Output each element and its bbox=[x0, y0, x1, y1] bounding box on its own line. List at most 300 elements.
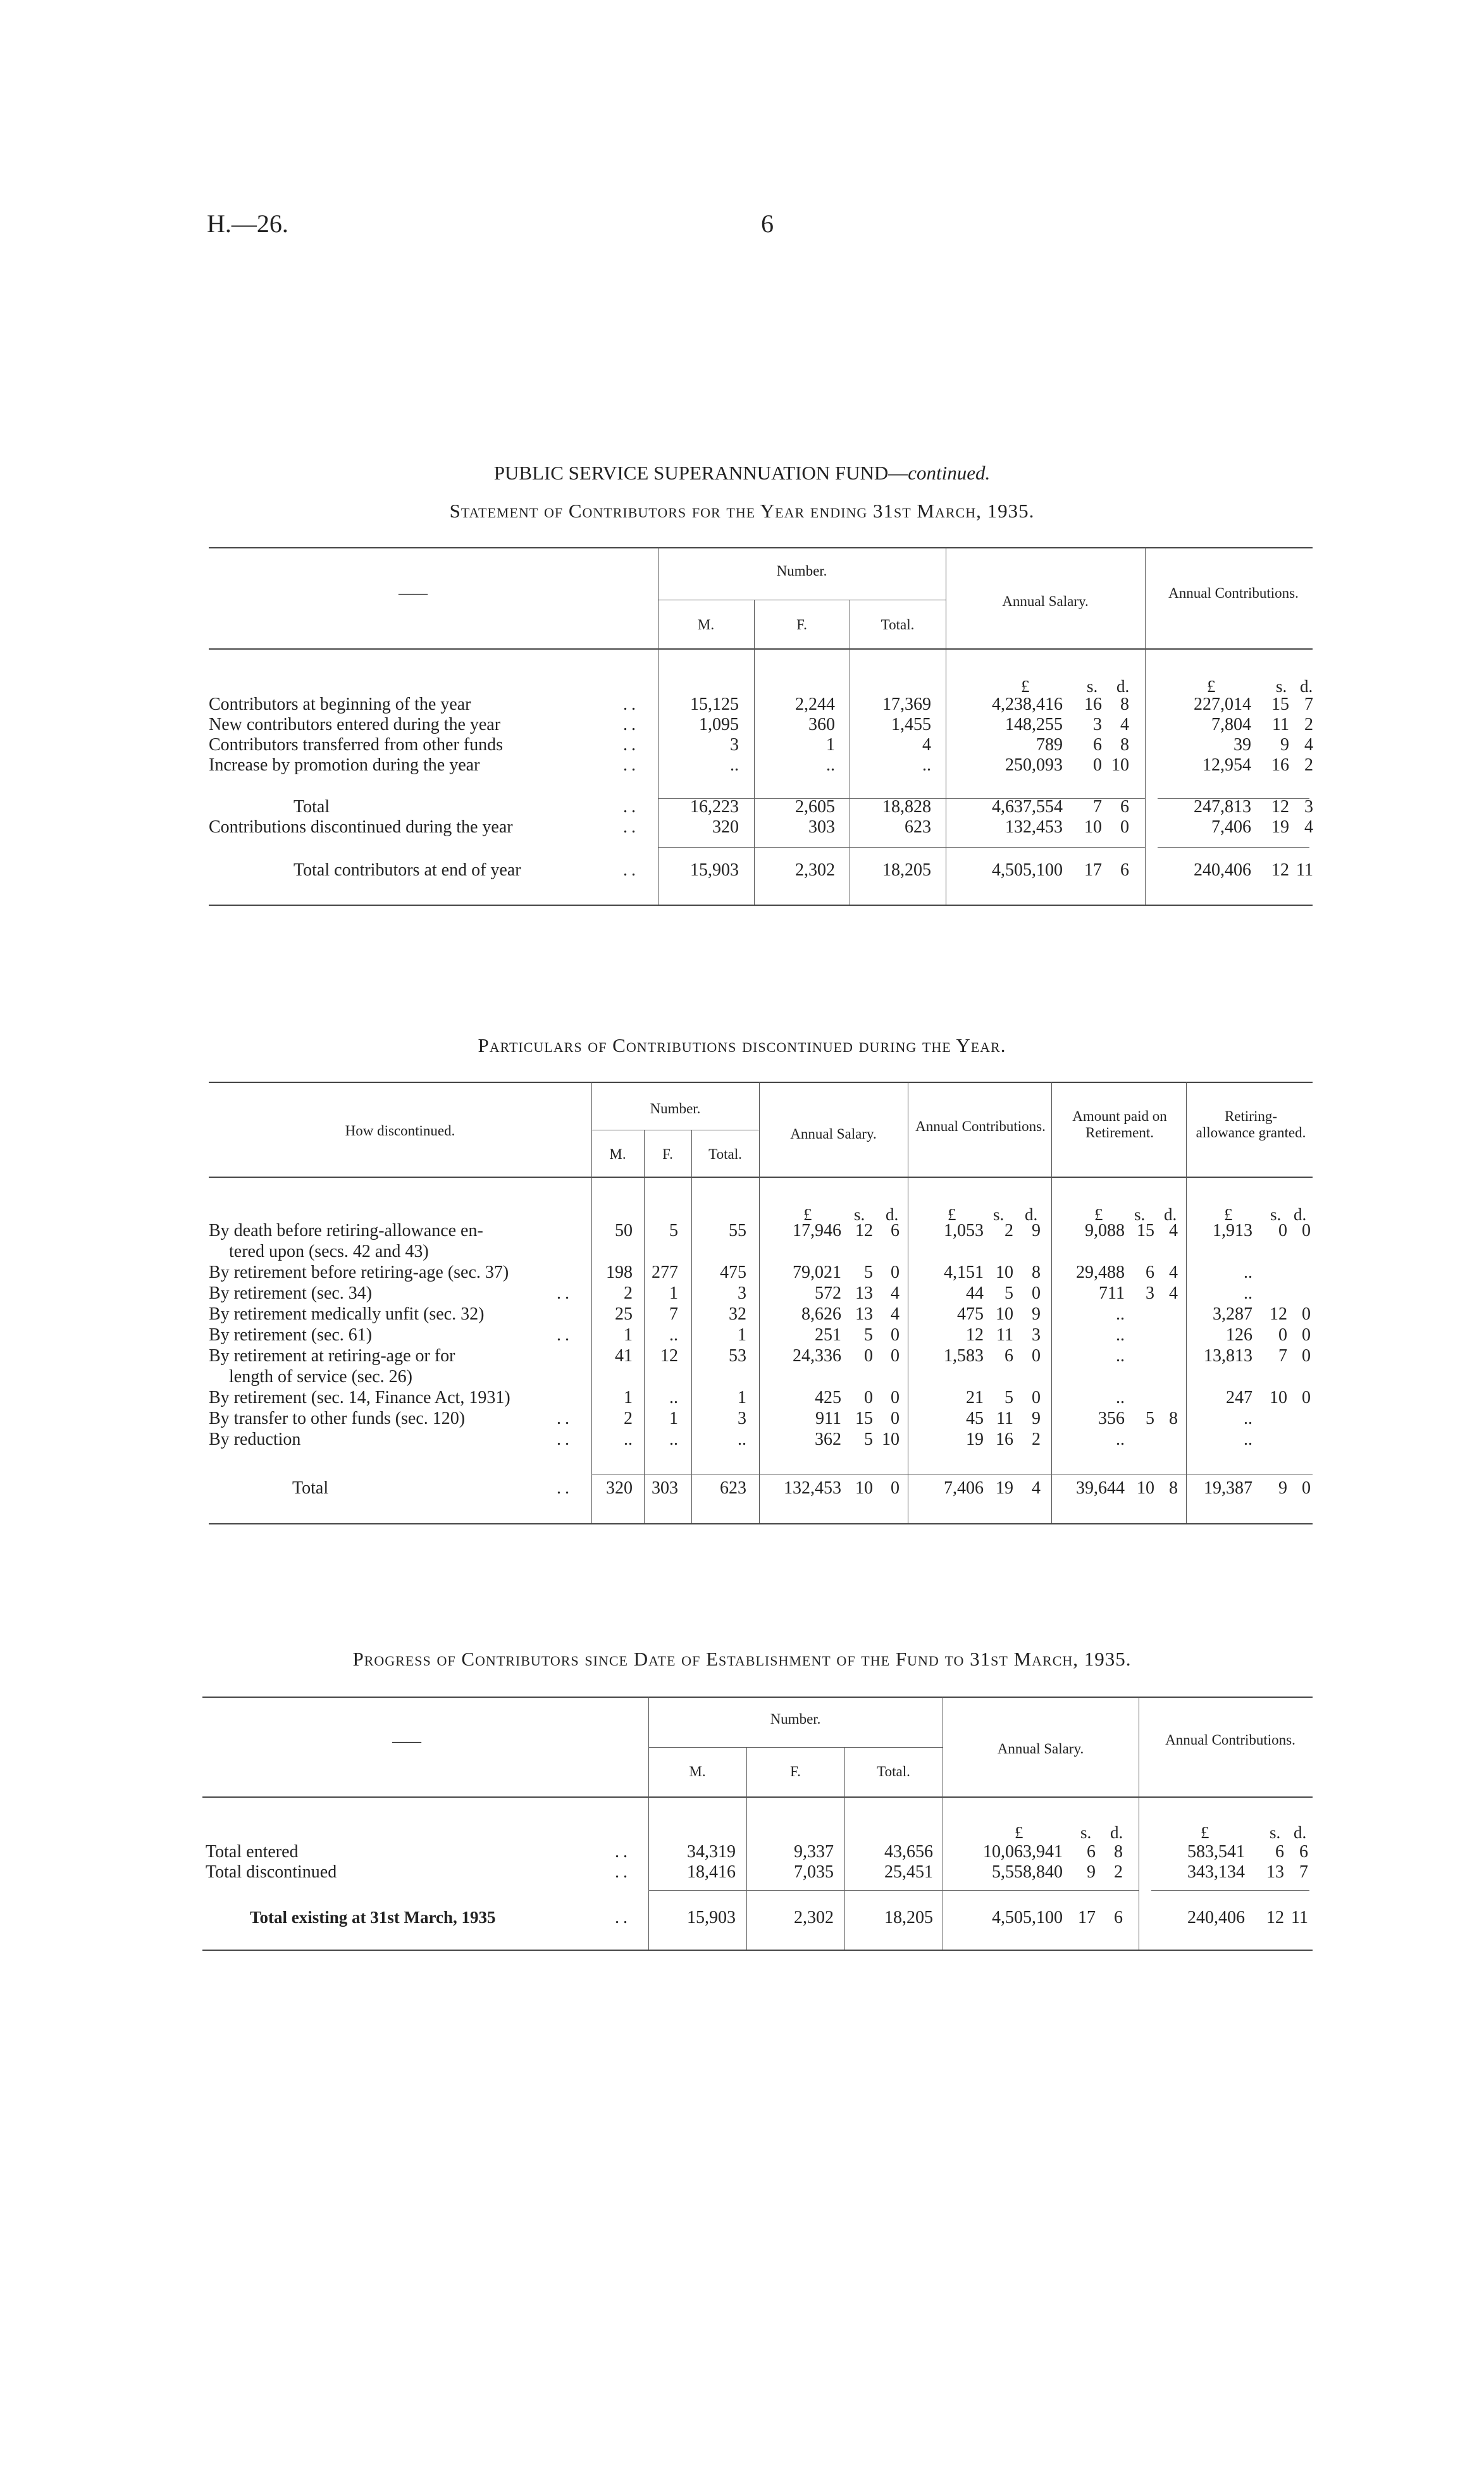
female-count: 12 bbox=[660, 1346, 678, 1366]
table2-title: Particulars of Contributions discontinued during the Year. bbox=[478, 1034, 1006, 1056]
pence-unit: d. bbox=[1294, 1823, 1307, 1842]
contrib-shillings: 9 bbox=[1280, 735, 1289, 755]
amount-pounds: 711 bbox=[1099, 1283, 1125, 1303]
salary-shillings: 16 bbox=[1084, 695, 1102, 714]
contrib-pence: 6 bbox=[1299, 1842, 1308, 1862]
total-count: 3 bbox=[738, 1283, 746, 1303]
blank-column-dash: —— bbox=[399, 585, 428, 601]
amount-pence: 4 bbox=[1169, 1263, 1178, 1282]
contrib-pence: 11 bbox=[1296, 860, 1313, 880]
male-count: 25 bbox=[615, 1304, 633, 1324]
pence-unit: d. bbox=[1164, 1205, 1177, 1224]
female-count: .. bbox=[669, 1388, 678, 1407]
salary-shillings: 0 bbox=[1093, 755, 1102, 775]
contrib-pounds: 21 bbox=[966, 1388, 984, 1407]
female-count: .. bbox=[826, 755, 835, 775]
salary-pence: 10 bbox=[1111, 755, 1129, 775]
male-count: 15,125 bbox=[690, 695, 739, 714]
salary-pounds: 4,505,100 bbox=[992, 1908, 1063, 1927]
retiring-pounds: 3,287 bbox=[1213, 1304, 1252, 1324]
retiring-shillings: 12 bbox=[1270, 1304, 1287, 1324]
salary-shillings: 7 bbox=[1093, 797, 1102, 817]
table1-title: Statement of Contributors for the Year ending 31st March, 1935. bbox=[449, 500, 1035, 522]
salary-pounds: 8,626 bbox=[801, 1304, 841, 1324]
dot-leader: .. bbox=[623, 817, 640, 837]
female-count: 303 bbox=[652, 1478, 678, 1498]
contrib-pounds: 475 bbox=[957, 1304, 984, 1324]
row-label: Total bbox=[292, 1478, 329, 1498]
pound-unit: £ bbox=[1021, 677, 1030, 696]
contrib-shillings: 10 bbox=[996, 1304, 1013, 1324]
retiring-shillings: 7 bbox=[1278, 1346, 1287, 1366]
male-count: 2 bbox=[624, 1409, 633, 1428]
contrib-shillings: 13 bbox=[1266, 1862, 1284, 1882]
total-count: 25,451 bbox=[884, 1862, 933, 1882]
amount-pounds: 9,088 bbox=[1085, 1221, 1125, 1240]
retiring-pounds: .. bbox=[1244, 1263, 1252, 1282]
salary-pence: 0 bbox=[891, 1409, 900, 1428]
salary-pence: 6 bbox=[1114, 1908, 1123, 1927]
total-count: .. bbox=[738, 1430, 746, 1449]
retiring-shillings: 9 bbox=[1278, 1478, 1287, 1498]
row-label: Contributors transferred from other funds bbox=[209, 735, 503, 755]
shilling-unit: s. bbox=[854, 1205, 865, 1224]
contrib-shillings: 19 bbox=[1271, 817, 1289, 837]
male-count: 1 bbox=[624, 1325, 633, 1345]
shilling-unit: s. bbox=[1080, 1823, 1092, 1842]
salary-shillings: 10 bbox=[855, 1478, 873, 1498]
subtotal-rule bbox=[658, 847, 1145, 848]
female-count: 7,035 bbox=[794, 1862, 834, 1882]
col-total-header: Total. bbox=[881, 617, 915, 633]
contrib-pounds: 39 bbox=[1234, 735, 1251, 755]
contrib-pounds: 4,151 bbox=[944, 1263, 984, 1282]
contrib-pounds: 227,014 bbox=[1194, 695, 1251, 714]
salary-pounds: 148,255 bbox=[1005, 715, 1063, 734]
row-label-continued: length of service (sec. 26) bbox=[229, 1367, 412, 1387]
contrib-shillings: 16 bbox=[996, 1430, 1013, 1449]
how-discontinued-header: How discontinued. bbox=[345, 1123, 455, 1139]
salary-pounds: 79,021 bbox=[793, 1263, 841, 1282]
salary-pence: 8 bbox=[1114, 1842, 1123, 1862]
col-m-header: M. bbox=[609, 1146, 626, 1162]
salary-shillings: 15 bbox=[855, 1409, 873, 1428]
salary-pence: 8 bbox=[1120, 735, 1129, 755]
row-label: Total bbox=[294, 797, 330, 817]
shilling-unit: s. bbox=[1087, 677, 1098, 696]
annual-contributions-header: Annual Contributions. bbox=[1165, 1732, 1295, 1748]
male-count: 320 bbox=[606, 1478, 633, 1498]
col-f-header: F. bbox=[790, 1764, 801, 1779]
total-count: 1 bbox=[738, 1325, 746, 1345]
contrib-shillings: 12 bbox=[1266, 1908, 1284, 1927]
row-label: By retirement at retiring-age or for bbox=[209, 1346, 455, 1366]
total-count: 53 bbox=[729, 1346, 746, 1366]
shilling-unit: s. bbox=[993, 1205, 1005, 1224]
pound-unit: £ bbox=[1015, 1823, 1023, 1842]
amount-pounds: .. bbox=[1116, 1430, 1125, 1449]
dot-leader: .. bbox=[623, 715, 640, 734]
total-count: 475 bbox=[720, 1263, 746, 1282]
male-count: 2 bbox=[624, 1283, 633, 1303]
table-rule-bottom bbox=[202, 1950, 1313, 1951]
retiring-pounds: .. bbox=[1244, 1430, 1252, 1449]
table-rule-top bbox=[209, 1082, 1313, 1083]
dot-leader: .. bbox=[557, 1283, 573, 1303]
salary-pence: 0 bbox=[891, 1346, 900, 1366]
row-label: Total contributors at end of year bbox=[294, 860, 521, 880]
shilling-unit: s. bbox=[1270, 1823, 1281, 1842]
annual-salary-header: Annual Salary. bbox=[997, 1741, 1084, 1757]
amount-pounds: 29,488 bbox=[1076, 1263, 1125, 1282]
contrib-pounds: 7,406 bbox=[1211, 817, 1251, 837]
col-m-header: M. bbox=[697, 617, 715, 633]
retiring-pence: 0 bbox=[1302, 1221, 1311, 1240]
contrib-pence: 9 bbox=[1032, 1409, 1041, 1428]
shilling-unit: s. bbox=[1134, 1205, 1146, 1224]
contrib-pence: 8 bbox=[1032, 1263, 1041, 1282]
male-count: .. bbox=[624, 1430, 633, 1449]
salary-pence: 4 bbox=[1120, 715, 1129, 734]
salary-shillings: 17 bbox=[1078, 1908, 1096, 1927]
dot-leader: .. bbox=[615, 1842, 631, 1862]
salary-pounds: 572 bbox=[815, 1283, 841, 1303]
female-count: 9,337 bbox=[794, 1842, 834, 1862]
salary-pence: 4 bbox=[891, 1304, 900, 1324]
salary-shillings: 5 bbox=[864, 1263, 873, 1282]
contrib-pence: 7 bbox=[1304, 695, 1313, 714]
female-count: 277 bbox=[652, 1263, 678, 1282]
contrib-pounds: 1,583 bbox=[944, 1346, 984, 1366]
annual-contributions-header: Annual Contributions. bbox=[1168, 585, 1299, 601]
salary-pence: 0 bbox=[891, 1388, 900, 1407]
salary-shillings: 12 bbox=[855, 1221, 873, 1240]
row-label: By retirement (sec. 14, Finance Act, 1931) bbox=[209, 1388, 510, 1407]
male-count: 320 bbox=[712, 817, 739, 837]
amount-pounds: .. bbox=[1116, 1346, 1125, 1366]
retiring-pence: 0 bbox=[1302, 1388, 1311, 1407]
salary-shillings: 13 bbox=[855, 1304, 873, 1324]
male-count: 15,903 bbox=[690, 860, 739, 880]
amount-pounds: .. bbox=[1116, 1388, 1125, 1407]
contrib-pounds: 343,134 bbox=[1187, 1862, 1245, 1882]
salary-pounds: 5,558,840 bbox=[992, 1862, 1063, 1882]
dot-leader: .. bbox=[615, 1862, 631, 1882]
document-reference: H.—26. bbox=[207, 209, 288, 238]
salary-pounds: 911 bbox=[815, 1409, 841, 1428]
contrib-pence: 0 bbox=[1032, 1346, 1041, 1366]
annual-contributions-header: Annual Contributions. bbox=[915, 1118, 1046, 1134]
fund-heading: PUBLIC SERVICE SUPERANNUATION FUND—continued. bbox=[493, 462, 991, 484]
male-count: 198 bbox=[606, 1263, 633, 1282]
contrib-pence: 2 bbox=[1032, 1430, 1041, 1449]
pence-unit: d. bbox=[886, 1205, 899, 1224]
subtotal-rule bbox=[648, 1890, 1139, 1891]
amount-paid-header: Amount paid on Retirement. bbox=[1072, 1108, 1167, 1141]
row-label: By retirement before retiring-age (sec. 37) bbox=[209, 1263, 509, 1282]
amount-shillings: 5 bbox=[1146, 1409, 1154, 1428]
contrib-pence: 2 bbox=[1304, 715, 1313, 734]
table-rule-bottom bbox=[209, 1523, 1313, 1524]
col-total-header: Total. bbox=[877, 1764, 910, 1779]
amount-pence: 8 bbox=[1169, 1478, 1178, 1498]
pence-unit: d. bbox=[1116, 677, 1130, 696]
salary-pounds: 132,453 bbox=[784, 1478, 841, 1498]
header-rule bbox=[209, 648, 1313, 650]
annual-salary-header: Annual Salary. bbox=[1002, 593, 1089, 609]
contrib-shillings: 5 bbox=[1005, 1283, 1013, 1303]
table3-title: Progress of Contributors since Date of Establishment of the Fund to 31st March, 1935. bbox=[352, 1648, 1132, 1670]
male-count: 18,416 bbox=[687, 1862, 736, 1882]
salary-pence: 6 bbox=[891, 1221, 900, 1240]
salary-pounds: 4,238,416 bbox=[992, 695, 1063, 714]
dot-leader: .. bbox=[557, 1478, 573, 1498]
retiring-pounds: 247 bbox=[1226, 1388, 1252, 1407]
contrib-shillings: 6 bbox=[1005, 1346, 1013, 1366]
salary-shillings: 17 bbox=[1084, 860, 1102, 880]
salary-pence: 10 bbox=[882, 1430, 900, 1449]
amount-pounds: 356 bbox=[1098, 1409, 1125, 1428]
female-count: 1 bbox=[826, 735, 835, 755]
salary-pounds: 251 bbox=[815, 1325, 841, 1345]
retiring-shillings: 0 bbox=[1278, 1221, 1287, 1240]
contrib-pounds: 1,053 bbox=[944, 1221, 984, 1240]
row-label: By reduction bbox=[209, 1430, 301, 1449]
contrib-shillings: 11 bbox=[996, 1325, 1013, 1345]
total-count: 3 bbox=[738, 1409, 746, 1428]
female-count: 2,302 bbox=[794, 1908, 834, 1927]
pound-unit: £ bbox=[1094, 1205, 1103, 1224]
total-count: 1,455 bbox=[891, 715, 931, 734]
female-count: 1 bbox=[669, 1283, 678, 1303]
number-subheader-rule bbox=[648, 1747, 943, 1748]
salary-pounds: 4,505,100 bbox=[992, 860, 1063, 880]
salary-shillings: 0 bbox=[864, 1346, 873, 1366]
row-label: By transfer to other funds (sec. 120) bbox=[209, 1409, 466, 1428]
salary-pence: 0 bbox=[891, 1478, 900, 1498]
dot-leader: .. bbox=[623, 695, 640, 714]
retiring-pounds: 1,913 bbox=[1213, 1221, 1252, 1240]
retiring-pounds: 19,387 bbox=[1204, 1478, 1252, 1498]
contrib-pence: 7 bbox=[1299, 1862, 1308, 1882]
shilling-unit: s. bbox=[1276, 677, 1287, 696]
contrib-shillings: 19 bbox=[996, 1478, 1013, 1498]
retiring-pence: 0 bbox=[1302, 1346, 1311, 1366]
row-label: Contributions discontinued during the year bbox=[209, 817, 513, 837]
retiring-pounds: 13,813 bbox=[1204, 1346, 1252, 1366]
total-count: 4 bbox=[922, 735, 931, 755]
total-count: 623 bbox=[720, 1478, 746, 1498]
amount-pounds: 39,644 bbox=[1076, 1478, 1125, 1498]
total-count: 55 bbox=[729, 1221, 746, 1240]
pound-unit: £ bbox=[1224, 1205, 1233, 1224]
female-count: 303 bbox=[808, 817, 835, 837]
contrib-shillings: 11 bbox=[1272, 715, 1289, 734]
retiring-pence: 0 bbox=[1302, 1325, 1311, 1345]
salary-shillings: 0 bbox=[864, 1388, 873, 1407]
dot-leader: .. bbox=[557, 1430, 573, 1449]
page-number: 6 bbox=[761, 209, 774, 238]
contrib-shillings: 12 bbox=[1271, 860, 1289, 880]
header-rule bbox=[202, 1796, 1313, 1798]
header-rule bbox=[209, 1177, 1313, 1178]
salary-shillings: 5 bbox=[864, 1430, 873, 1449]
contrib-pounds: 247,813 bbox=[1194, 797, 1251, 817]
retiring-pence: 0 bbox=[1302, 1478, 1311, 1498]
subtotal-rule bbox=[1151, 1890, 1309, 1891]
male-count: .. bbox=[730, 755, 739, 775]
contrib-shillings: 10 bbox=[996, 1263, 1013, 1282]
contrib-shillings: 15 bbox=[1271, 695, 1289, 714]
salary-pence: 2 bbox=[1114, 1862, 1123, 1882]
salary-pounds: 425 bbox=[815, 1388, 841, 1407]
salary-pence: 8 bbox=[1120, 695, 1129, 714]
contrib-pounds: 240,406 bbox=[1194, 860, 1251, 880]
number-header: Number. bbox=[770, 1711, 821, 1727]
male-count: 50 bbox=[615, 1221, 633, 1240]
amount-shillings: 6 bbox=[1146, 1263, 1154, 1282]
salary-pounds: 10,063,941 bbox=[983, 1842, 1063, 1862]
female-count: 1 bbox=[669, 1409, 678, 1428]
contrib-pounds: 19 bbox=[966, 1430, 984, 1449]
annual-salary-header: Annual Salary. bbox=[790, 1126, 877, 1142]
pound-unit: £ bbox=[803, 1205, 812, 1224]
col-f-header: F. bbox=[662, 1146, 673, 1162]
contrib-pounds: 12 bbox=[966, 1325, 984, 1345]
number-header: Number. bbox=[776, 563, 827, 579]
female-count: 360 bbox=[808, 715, 835, 734]
blank-column-dash: —— bbox=[392, 1733, 421, 1749]
male-count: 1 bbox=[624, 1388, 633, 1407]
number-header: Number. bbox=[650, 1101, 701, 1116]
col-f-header: F. bbox=[796, 617, 807, 633]
retiring-shillings: 10 bbox=[1270, 1388, 1287, 1407]
salary-pounds: 24,336 bbox=[793, 1346, 841, 1366]
contrib-shillings: 16 bbox=[1271, 755, 1289, 775]
contrib-shillings: 11 bbox=[996, 1409, 1013, 1428]
female-count: 7 bbox=[669, 1304, 678, 1324]
pence-unit: d. bbox=[1025, 1205, 1038, 1224]
dot-leader: .. bbox=[623, 797, 640, 817]
total-count: 18,828 bbox=[882, 797, 931, 817]
contrib-pence: 3 bbox=[1304, 797, 1313, 817]
table-rule-top bbox=[202, 1697, 1313, 1698]
female-count: 2,244 bbox=[795, 695, 835, 714]
salary-pence: 6 bbox=[1120, 860, 1129, 880]
pence-unit: d. bbox=[1294, 1205, 1307, 1224]
contrib-pence: 11 bbox=[1291, 1908, 1308, 1927]
contrib-shillings: 2 bbox=[1005, 1221, 1013, 1240]
female-count: 2,605 bbox=[795, 797, 835, 817]
retiring-allowance-header: Retiring-allowance granted. bbox=[1196, 1108, 1306, 1141]
contrib-pence: 4 bbox=[1304, 817, 1313, 837]
male-count: 15,903 bbox=[687, 1908, 736, 1927]
female-count: 2,302 bbox=[795, 860, 835, 880]
amount-pounds: .. bbox=[1116, 1325, 1125, 1345]
contrib-pounds: 12,954 bbox=[1203, 755, 1251, 775]
salary-pence: 0 bbox=[891, 1263, 900, 1282]
contrib-pence: 4 bbox=[1032, 1478, 1041, 1498]
amount-pence: 8 bbox=[1169, 1409, 1178, 1428]
pound-unit: £ bbox=[1201, 1823, 1209, 1842]
contrib-pence: 0 bbox=[1032, 1388, 1041, 1407]
pence-unit: d. bbox=[1300, 677, 1313, 696]
male-count: 3 bbox=[730, 735, 739, 755]
salary-pounds: 250,093 bbox=[1005, 755, 1063, 775]
salary-pence: 0 bbox=[891, 1325, 900, 1345]
row-label-continued: tered upon (secs. 42 and 43) bbox=[229, 1242, 429, 1261]
total-count: 43,656 bbox=[884, 1842, 933, 1862]
retiring-pence: 0 bbox=[1302, 1304, 1311, 1324]
pound-unit: £ bbox=[948, 1205, 956, 1224]
retiring-shillings: 0 bbox=[1278, 1325, 1287, 1345]
row-label: By retirement (sec. 34) bbox=[209, 1283, 373, 1303]
contrib-shillings: 6 bbox=[1275, 1842, 1284, 1862]
total-count: 18,205 bbox=[884, 1908, 933, 1927]
dot-leader: .. bbox=[623, 755, 640, 775]
contrib-pence: 3 bbox=[1032, 1325, 1041, 1345]
retiring-pounds: .. bbox=[1244, 1409, 1252, 1428]
contrib-pounds: 7,406 bbox=[944, 1478, 984, 1498]
salary-shillings: 13 bbox=[855, 1283, 873, 1303]
retiring-pounds: .. bbox=[1244, 1283, 1252, 1303]
salary-pence: 6 bbox=[1120, 797, 1129, 817]
contrib-pounds: 240,406 bbox=[1187, 1908, 1245, 1927]
retiring-pounds: 126 bbox=[1226, 1325, 1252, 1345]
dot-leader: .. bbox=[557, 1325, 573, 1345]
amount-pence: 4 bbox=[1169, 1283, 1178, 1303]
male-count: 34,319 bbox=[687, 1842, 736, 1862]
row-label: Total entered bbox=[206, 1842, 299, 1862]
salary-pounds: 17,946 bbox=[793, 1221, 841, 1240]
male-count: 41 bbox=[615, 1346, 633, 1366]
female-count: .. bbox=[669, 1325, 678, 1345]
contrib-shillings: 5 bbox=[1005, 1388, 1013, 1407]
row-label: Total discontinued bbox=[206, 1862, 337, 1882]
row-label: Increase by promotion during the year bbox=[209, 755, 480, 775]
salary-shillings: 9 bbox=[1087, 1862, 1096, 1882]
salary-pounds: 132,453 bbox=[1005, 817, 1063, 837]
col-m-header: M. bbox=[689, 1764, 706, 1779]
salary-pence: 4 bbox=[891, 1283, 900, 1303]
amount-pounds: .. bbox=[1116, 1304, 1125, 1324]
dot-leader: .. bbox=[615, 1908, 631, 1927]
col-total-header: Total. bbox=[708, 1146, 742, 1162]
contrib-shillings: 12 bbox=[1271, 797, 1289, 817]
salary-pounds: 4,637,554 bbox=[992, 797, 1063, 817]
pound-unit: £ bbox=[1207, 677, 1216, 696]
table-rule-top bbox=[209, 547, 1313, 548]
contrib-pounds: 45 bbox=[966, 1409, 984, 1428]
row-label: Contributors at beginning of the year bbox=[209, 695, 471, 714]
salary-shillings: 6 bbox=[1087, 1842, 1096, 1862]
table-rule-bottom bbox=[209, 905, 1313, 906]
contrib-pence: 2 bbox=[1304, 755, 1313, 775]
row-label: By retirement medically unfit (sec. 32) bbox=[209, 1304, 485, 1324]
total-count: .. bbox=[922, 755, 931, 775]
female-count: 5 bbox=[669, 1221, 678, 1240]
dot-leader: .. bbox=[557, 1409, 573, 1428]
female-count: .. bbox=[669, 1430, 678, 1449]
contrib-pence: 9 bbox=[1032, 1304, 1041, 1324]
salary-shillings: 10 bbox=[1084, 817, 1102, 837]
total-count: 623 bbox=[905, 817, 931, 837]
contrib-pence: 9 bbox=[1032, 1221, 1041, 1240]
amount-shillings: 15 bbox=[1137, 1221, 1154, 1240]
amount-shillings: 3 bbox=[1146, 1283, 1154, 1303]
male-count: 1,095 bbox=[699, 715, 739, 734]
subtotal-rule bbox=[1158, 847, 1309, 848]
